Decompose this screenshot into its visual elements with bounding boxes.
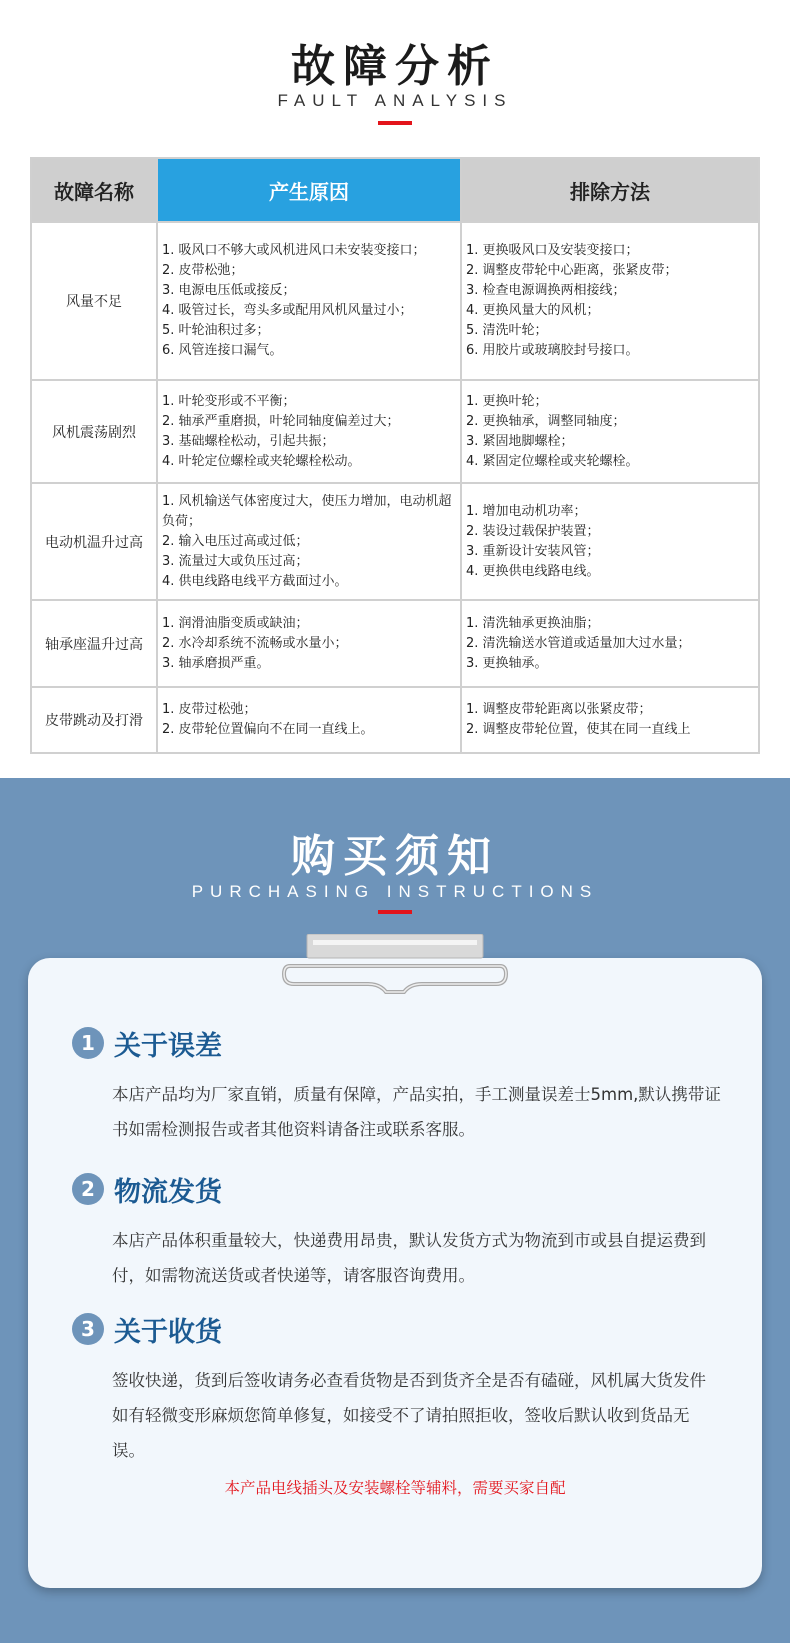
header-fault-name: 故障名称: [31, 158, 157, 222]
cause-item: 3. 流量过大或负压过高；: [162, 553, 309, 569]
number-badge: 2: [72, 1173, 104, 1205]
cause-list: [157, 687, 461, 753]
cause-item: 4. 叶轮定位螺栓或夹轮螺栓松动。: [162, 453, 361, 469]
accessory-note: 本产品电线插头及安装螺栓等辅料，需要买家自配: [224, 1479, 566, 1497]
fix-item: 1. 更换吸风口及安装变接口；: [466, 243, 639, 258]
fix-item: 1. 清洗轴承更换油脂；: [466, 615, 600, 631]
cause-item: 2. 皮带轮位置偏向不在同一直线上。: [162, 722, 374, 737]
cause-item: 4. 供电线路电线平方截面过小。: [162, 573, 348, 589]
cause-item: 2. 水冷却系统不流畅或水量小；: [162, 635, 348, 651]
fault-name: 风机震荡剧烈: [31, 380, 157, 483]
fix-item: 4. 紧固定位螺栓或夹轮螺栓。: [466, 453, 639, 469]
fix-list: [461, 380, 759, 483]
cause-list: [157, 380, 461, 483]
fix-item: 2. 清洗输送水管道或适量加大过水量；: [466, 635, 691, 651]
table-row: [31, 600, 759, 687]
instruction-item: [72, 1309, 722, 1468]
cause-item: 1. 风机输送气体密度过大，使压力增加，电动机超负荷；: [162, 493, 452, 529]
cause-item: 6. 风管连接口漏气。: [162, 343, 283, 358]
fault-name: 电动机温升过高: [31, 483, 157, 600]
purchase-subtitle: PURCHASING INSTRUCTIONS: [191, 882, 599, 901]
fault-table: [30, 157, 760, 754]
table-row: [31, 687, 759, 753]
number-badge: 3: [72, 1313, 104, 1345]
purchase-title: 购买须知: [291, 831, 499, 882]
cause-list: [157, 600, 461, 687]
header-cause: 产生原因: [157, 158, 461, 222]
instruction-title: 关于误差: [114, 1030, 222, 1062]
fix-list: [461, 222, 759, 380]
cause-item: 4. 吸管过长，弯头多或配用风机风量过小；: [162, 303, 413, 318]
fix-item: 4. 更换供电线路电线。: [466, 563, 600, 579]
title-divider: [378, 910, 412, 914]
table-header-row: [31, 158, 759, 222]
cause-item: 3. 基础螺栓松动，引起共振；: [162, 433, 335, 449]
cause-item: 3. 电源电压低或接反；: [162, 283, 296, 298]
instruction-item: [72, 1023, 722, 1147]
fault-subtitle: FAULT ANALYSIS: [277, 91, 513, 110]
number-badge: 1: [72, 1027, 104, 1059]
fix-item: 5. 清洗叶轮；: [466, 323, 548, 338]
fix-item: 2. 更换轴承，调整同轴度；: [466, 413, 626, 429]
table-row: [31, 222, 759, 380]
cause-item: 1. 吸风口不够大或风机进风口未安装变接口；: [162, 243, 426, 258]
cause-item: 2. 皮带松弛；: [162, 263, 244, 278]
fault-name: 皮带跳动及打滑: [31, 687, 157, 753]
fix-item: 3. 紧固地脚螺栓；: [466, 433, 574, 449]
fault-name: 风量不足: [31, 222, 157, 380]
purchasing-section: [0, 778, 790, 1643]
fix-list: [461, 600, 759, 687]
fix-item: 3. 重新设计安装风管；: [466, 543, 600, 559]
fix-item: 2. 调整皮带轮位置，使其在同一直线上: [466, 722, 691, 737]
fix-item: 2. 调整皮带轮中心距离，张紧皮带；: [466, 263, 678, 278]
instruction-item: [72, 1169, 722, 1293]
fix-item: 1. 调整皮带轮距离以张紧皮带；: [466, 702, 652, 717]
cause-item: 2. 轴承严重磨损，叶轮同轴度偏差过大；: [162, 413, 400, 429]
header-fix: 排除方法: [461, 158, 759, 222]
title-divider: [378, 121, 412, 125]
fix-item: 3. 更换轴承。: [466, 655, 548, 671]
fix-list: [461, 483, 759, 600]
fix-item: 3. 检查电源调换两相接线；: [466, 283, 626, 298]
cause-item: 1. 皮带过松弛；: [162, 702, 257, 717]
clipboard-clip-icon: [280, 934, 510, 996]
table-row: [31, 380, 759, 483]
cause-list: [157, 483, 461, 600]
table-row: [31, 483, 759, 600]
fix-item: 1. 增加电动机功率；: [466, 503, 587, 519]
cause-list: [157, 222, 461, 380]
instruction-text: 签收快递，货到后签收请务必查看货物是否到货齐全是否有磕碰，风机属大货发件如有轻微变形麻烦您简单修复，如接受不了请拍照拒收，签收后默认收到货品无误。: [112, 1371, 706, 1460]
instruction-text: 本店产品均为厂家直销，质量有保障，产品实拍，手工测量误差士5mm,默认携带证书如需检测报告或者其他资料请备注或联系客服。: [112, 1085, 721, 1139]
fix-item: 6. 用胶片或玻璃胶封号接口。: [466, 343, 639, 358]
cause-item: 5. 叶轮油积过多；: [162, 323, 270, 338]
fault-name: 轴承座温升过高: [31, 600, 157, 687]
fix-list: [461, 687, 759, 753]
instructions-card: [28, 958, 762, 1588]
instruction-text: 本店产品体积重量较大，快递费用昂贵，默认发货方式为物流到市或县自提运费到付，如需物流送货或者快递等，请客服咨询费用。: [112, 1231, 706, 1285]
fix-item: 2. 装设过载保护装置；: [466, 523, 600, 539]
fault-analysis-section: [0, 0, 790, 778]
fix-item: 4. 更换风量大的风机；: [466, 303, 600, 318]
cause-item: 2. 输入电压过高或过低；: [162, 533, 309, 549]
cause-item: 3. 轴承磨损严重。: [162, 655, 270, 671]
fault-title: 故障分析: [291, 41, 499, 92]
fix-item: 1. 更换叶轮；: [466, 393, 548, 409]
instruction-title: 关于收货: [114, 1316, 222, 1348]
cause-item: 1. 润滑油脂变质或缺油；: [162, 615, 309, 631]
instruction-title: 物流发货: [114, 1176, 222, 1208]
cause-item: 1. 叶轮变形或不平衡；: [162, 393, 296, 409]
